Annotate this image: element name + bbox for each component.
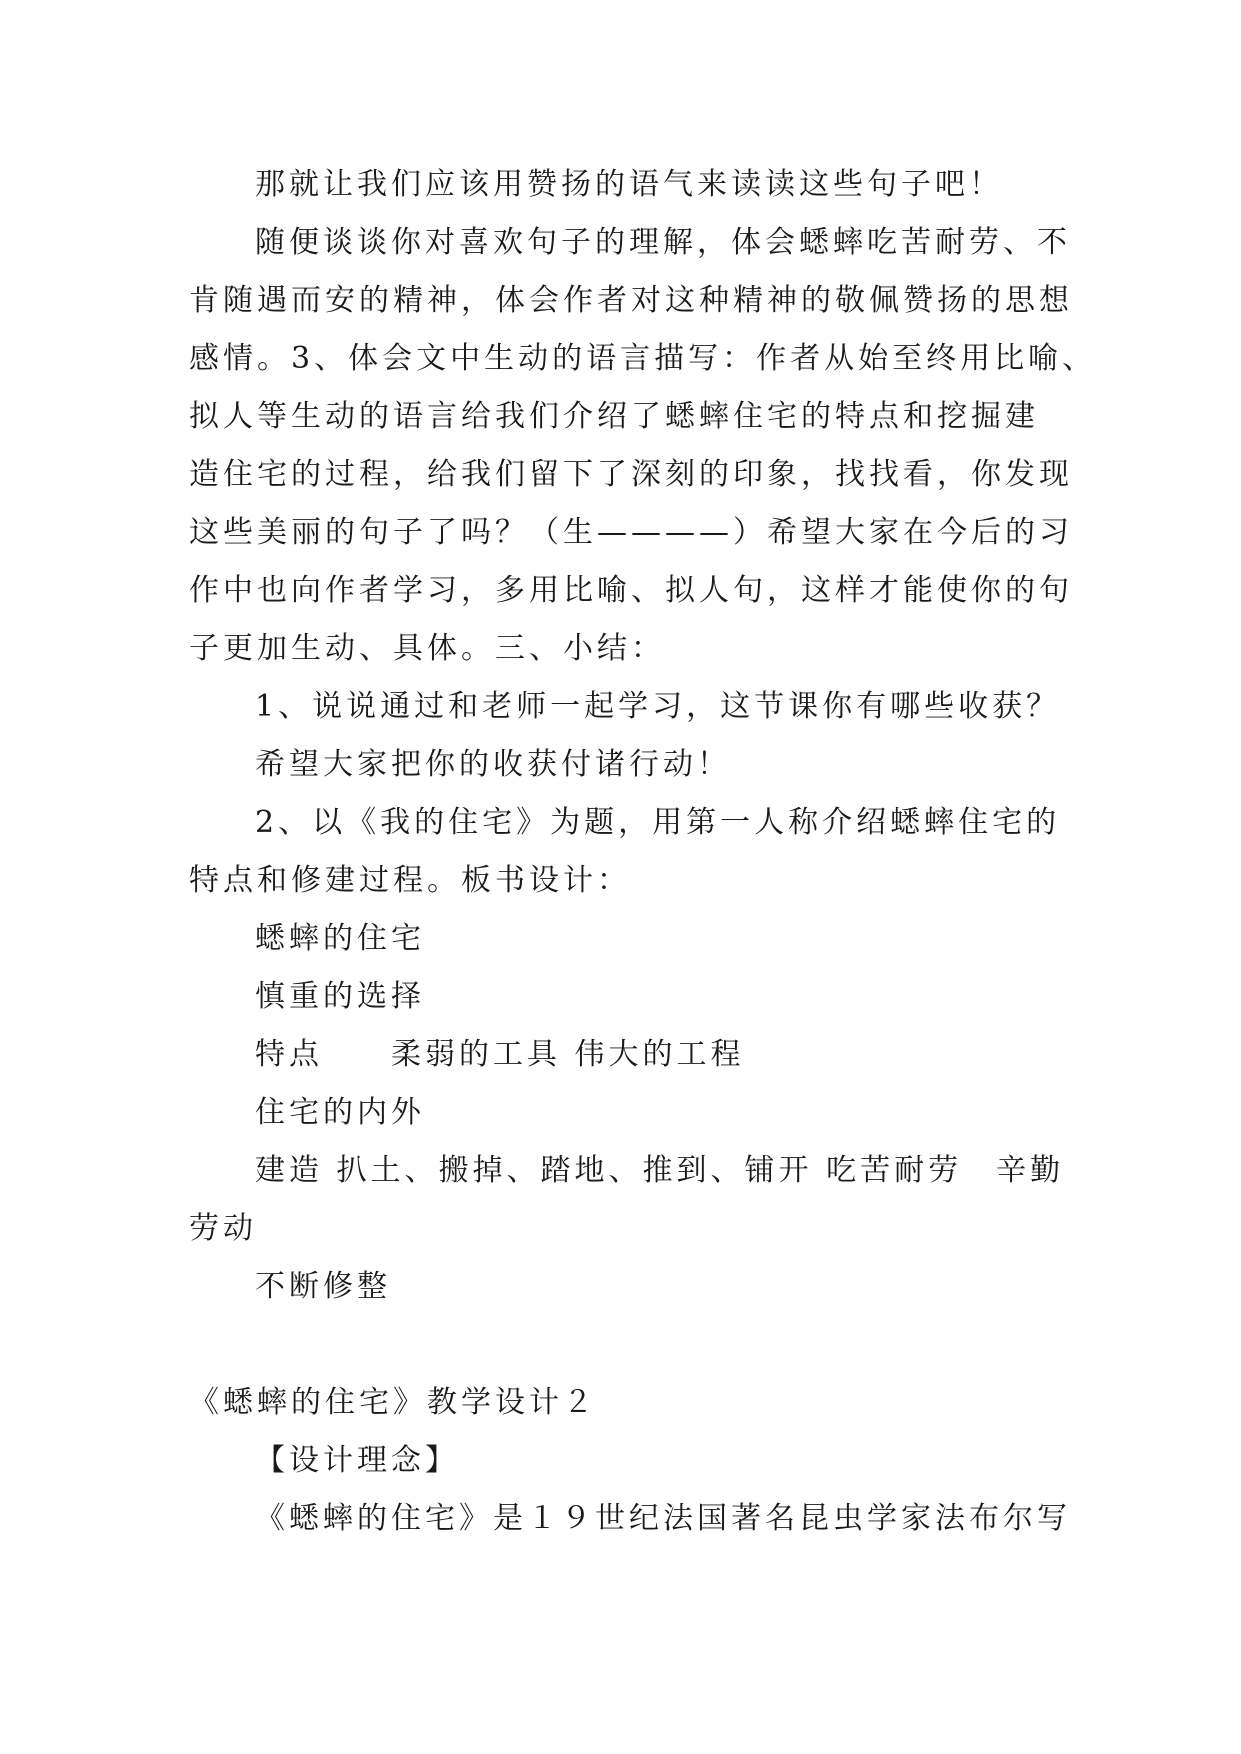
board-design-line: 劳动 — [189, 1211, 257, 1246]
board-design-line: 蟋蟀的住宅 — [255, 921, 425, 956]
paragraph-line: 《蟋蟀的住宅》是１９世纪法国著名昆虫学家法布尔写 — [255, 1501, 1071, 1536]
paragraph-line: 随便谈谈你对喜欢句子的理解，体会蟋蟀吃苦耐劳、不 — [255, 225, 1071, 260]
paragraph-line: 这些美丽的句子了吗？（生————）希望大家在今后的习 — [189, 515, 1073, 550]
board-design-line: 住宅的内外 — [255, 1095, 425, 1130]
paragraph-line: 1、说说通过和老师一起学习，这节课你有哪些收获？ — [255, 689, 1061, 724]
paragraph-line: 那就让我们应该用赞扬的语气来读读这些句子吧！ — [255, 167, 1003, 202]
paragraph-line: 子更加生动、具体。三、小结： — [189, 631, 665, 666]
board-design-line: 建造 扒土、搬掉、踏地、推到、铺开 吃苦耐劳 辛勤 — [255, 1153, 1065, 1188]
subsection-heading: 【设计理念】 — [255, 1443, 459, 1478]
paragraph-line: 感情。3、体会文中生动的语言描写：作者从始至终用比喻、 — [189, 341, 1097, 376]
section-heading: 《蟋蟀的住宅》教学设计２ — [189, 1385, 597, 1420]
paragraph-line: 希望大家把你的收获付诸行动！ — [255, 747, 731, 782]
paragraph-line: 特点和修建过程。板书设计： — [189, 863, 631, 898]
paragraph-line: 作中也向作者学习，多用比喻、拟人句，这样才能使你的句 — [189, 573, 1073, 608]
board-design-line: 特点 柔弱的工具 伟大的工程 — [255, 1037, 745, 1072]
paragraph-line: 造住宅的过程，给我们留下了深刻的印象，找找看，你发现 — [189, 457, 1073, 492]
paragraph-line: 肯随遇而安的精神，体会作者对这种精神的敬佩赞扬的思想 — [189, 283, 1073, 318]
paragraph-line: 拟人等生动的语言给我们介绍了蟋蟀住宅的特点和挖掘建 — [189, 399, 1039, 434]
paragraph-line: 2、以《我的住宅》为题，用第一人称介绍蟋蟀住宅的 — [255, 805, 1061, 840]
board-design-line: 不断修整 — [255, 1269, 391, 1304]
board-design-line: 慎重的选择 — [255, 979, 425, 1014]
